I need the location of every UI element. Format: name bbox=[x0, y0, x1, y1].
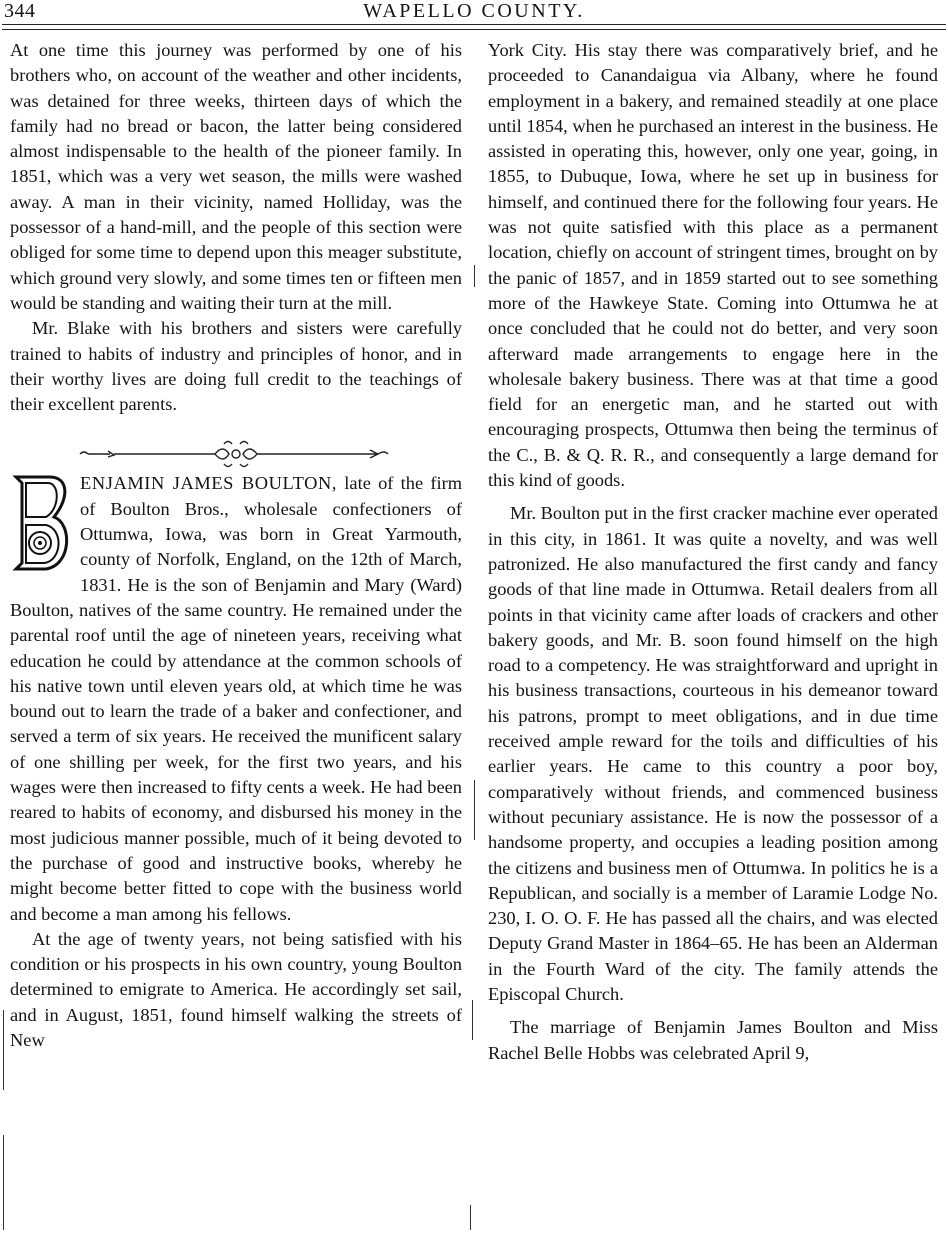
page-header bbox=[0, 0, 948, 34]
left-column bbox=[10, 38, 462, 1053]
paragraph: At the age of twenty years, not being satisfied with his condition or his prospects in his own country, young Boulton determined to emigrate to America. He accordingly set sail, and in August, 1851, found himself walking the streets of New bbox=[10, 928, 462, 1050]
gutter-mark bbox=[474, 265, 475, 287]
gutter-mark bbox=[474, 780, 475, 840]
gutter-mark bbox=[3, 1010, 4, 1090]
running-head: WAPELLO COUNTY. bbox=[363, 0, 585, 22]
drop-cap-b-glyph bbox=[10, 473, 74, 573]
page-number: 344 bbox=[4, 0, 36, 22]
paragraph: Mr. Blake with his brothers and sisters were carefully trained to habits of industry and principles of honor, and in their worthy lives are doing full credit to the teachings of their excellent parents. bbox=[10, 318, 462, 415]
decorated-initial-b bbox=[10, 473, 74, 573]
paragraph: The marriage of Benjamin James Boulton and Miss Rachel Belle Hobbs was celebrated April 9, bbox=[488, 1017, 938, 1063]
biography-paragraph bbox=[10, 471, 462, 926]
biography-text: late of the firm of Boulton Bros., wholesale confectioners of Ottumwa, Iowa, was born in Great Yarmouth, county of Norfolk, England, on the 12th of March, 1831. He is the son of Benjamin and Mary (Ward) Boulton, natives of the same country. He remained under the parental roof until the age of nineteen years, receiving what education he could by attendance at the common schools of his native town until eleven years old, at which time he was bound out to learn the trade of a baker and confectioner, and served a term of six years. He received the munificent salary of one shilling per week, for the first two years, and his wages were then increased to fifty cents a week. He had been reared to habits of economy, and disbursed his money in the most judicious manner possible, much of it being devoted to the purchase of good and instructive books, whereby he might become better fitted to cope with the business world and become a man among his fellows. bbox=[10, 473, 463, 924]
gutter-mark bbox=[470, 1205, 471, 1230]
paragraph: York City. His stay there was comparatively brief, and he proceeded to Canandaigua via Albany, where he found employment in a bakery, and remained steadily at one place until 1854, when he purchased an interest in the business. He assisted in operating this, however, only one year, going, in 1855, to Dubuque, Iowa, where he set up in business for himself, and continued there for the following four years. He was not quite satisfied with this place as a permanent location, chiefly on account of stringent times, brought on by the panic of 1857, and in 1859 started out to see something more of the Hawkeye State. Coming into Ottumwa he at once concluded that he could not do better, and very soon afterward made arrangements to engage here in the wholesale bakery business. There was at that time a good field for an energetic man, and he started out with encouraging prospects, Ottumwa then being the terminus of the C., B. & Q. R. R., and consequently a large demand for this kind of goods. bbox=[488, 40, 938, 491]
paragraph: Mr. Boulton put in the first cracker machine ever operated in this city, in 1861. It was quite a novelty, and was well patronized. He also manufactured the first candy and fancy goods of that line made in Ottumwa. Retail dealers from all points in that vicinity came after loads of crackers and other bakery goods, and Mr. B. soon found himself on the high road to a competency. He was straightforward and upright in his business transactions, courteous in his demeanor toward his patrons, prompt to meet obligations, and in due time received ample reward for the toils and difficulties of his earlier years. He came to this country a poor boy, comparatively without friends, and commenced business without pecuniary assistance. He is now the possessor of a handsome property, and occupies a leading position among the citizens and business men of Ottumwa. In politics he is a Republican, and socially is a member of Laramie Lodge No. 230, I. O. O. F. He has passed all the chairs, and was elected Deputy Grand Master in 1864–65. He has been an Alderman in the Fourth Ward of the city. The family attends the Episcopal Church. bbox=[488, 503, 938, 1004]
gutter-mark bbox=[3, 1135, 4, 1230]
drop-cap-letter: B bbox=[10, 473, 11, 475]
right-column bbox=[488, 38, 938, 1066]
header-rule bbox=[2, 24, 946, 25]
gutter-mark bbox=[472, 1000, 473, 1040]
paragraph: At one time this journey was performed by one of his brothers who, on account of the weather and other incidents, was detained for three weeks, thirteen days of which the family had no bread or bacon, the latter being considered almost indispensable to the health of the pioneer family. In 1851, which was a very wet season, the mills were washed away. A man in their vicinity, named Holliday, was the possessor of a hand-mill, and the people of this section were obliged for some time to depend upon this meager substitute, which ground very slowly, and some times ten or fifteen men would be standing and waiting their turn at the mill. bbox=[10, 40, 462, 313]
ornament-divider bbox=[10, 431, 462, 471]
header-rule-thin bbox=[2, 29, 946, 30]
biography-name: ENJAMIN JAMES BOULTON, bbox=[80, 473, 338, 494]
